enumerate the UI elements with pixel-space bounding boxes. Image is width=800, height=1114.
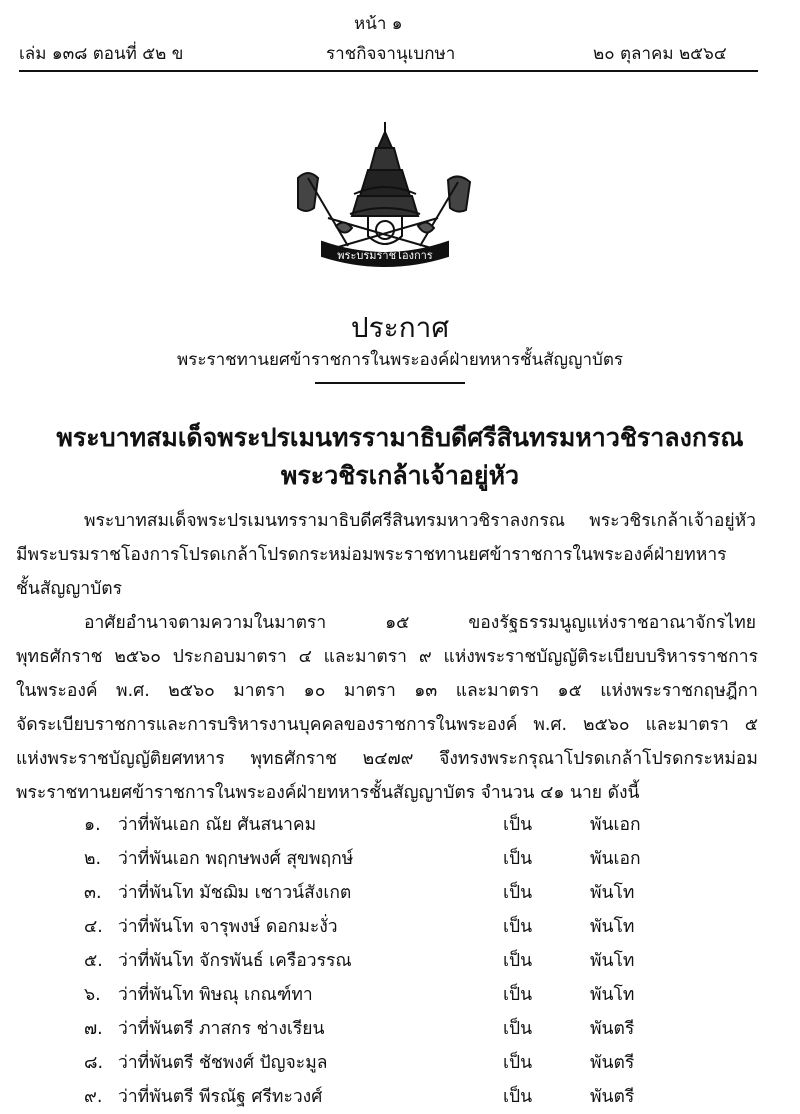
paragraph-1-line-3: ชั้นสัญญาบัตร	[16, 579, 123, 599]
paragraph-1-line-1	[84, 504, 756, 538]
p2-word: พ.ศ.	[533, 715, 568, 735]
p2-word: ในพระองค์	[16, 681, 98, 701]
p2-word: และมาตรา	[645, 715, 729, 735]
item-verb: เป็น	[503, 1053, 533, 1073]
p2-word: ๒๔๗๙	[362, 749, 414, 769]
item-number: ๗.	[84, 1019, 103, 1039]
p2-word: ๔	[298, 647, 312, 667]
list-item	[0, 1080, 800, 1114]
p2-word: ๑๐	[303, 681, 326, 701]
item-number: ๖.	[84, 985, 101, 1005]
item-rank: พันโท	[590, 985, 635, 1005]
list-item	[0, 1046, 800, 1080]
item-verb: เป็น	[503, 1019, 533, 1039]
item-verb: เป็น	[503, 985, 533, 1005]
emblem-banner: พระบรมราชโองการ	[337, 249, 433, 262]
paragraph-2-line-6: พระราชทานยศข้าราชการในพระองค์ฝ่ายทหารชั้นสัญญาบัตร จำนวน ๔๑ นาย ดังนี้	[16, 783, 640, 803]
item-number: ๒.	[84, 849, 102, 869]
royal-emblem-icon	[288, 118, 478, 268]
item-number: ๕.	[84, 951, 103, 971]
p2-word: และมาตรา	[323, 647, 408, 667]
p2-word: ๑๓	[414, 681, 438, 701]
item-number: ๙.	[84, 1087, 103, 1107]
item-rank: พันตรี	[590, 1087, 635, 1107]
p2-word: ประกอบมาตรา	[172, 647, 287, 667]
item-number: ๘.	[84, 1053, 104, 1073]
p2-word: ๒๕๖๐	[582, 715, 630, 735]
item-name: ว่าที่พันเอก ณัย ศันสนาคม	[118, 815, 317, 835]
item-verb: เป็น	[503, 815, 533, 835]
p2-word: ๒๕๖๐	[168, 681, 215, 701]
item-verb: เป็น	[503, 1087, 533, 1107]
p1-phrase: พระบาทสมเด็จพระปรเมนทรรามาธิบดีศรีสินทรมหาวชิราลงกรณ	[84, 511, 566, 531]
item-rank: พันตรี	[590, 1019, 635, 1039]
title-separator	[315, 382, 465, 384]
item-name: ว่าที่พันโท พิษณุ เกณฑ์ทา	[118, 985, 313, 1005]
item-name: ว่าที่พันโท จักรพันธ์ เครือวรรณ	[118, 951, 352, 971]
p2-word: ของรัฐธรรมนูญแห่งราชอาณาจักรไทย	[468, 613, 756, 633]
item-name: ว่าที่พันตรี พีรณัฐ ศรีทะวงศ์	[118, 1087, 323, 1107]
item-name: ว่าที่พันโท จารุพงษ์ ดอกมะงั่ว	[118, 917, 338, 937]
gazette-name: ราชกิจจานุเบกษา	[326, 44, 456, 64]
p2-word: และมาตรา	[455, 681, 540, 701]
item-rank: พันเอก	[590, 815, 641, 835]
item-number: ๔.	[84, 917, 103, 937]
p2-word: จัดระเบียบราชการและการบริหารงานบุคคลของราชการในพระองค์	[16, 715, 518, 735]
announcement-subtitle: พระราชทานยศข้าราชการในพระองค์ฝ่ายทหารชั้นสัญญาบัตร	[176, 350, 623, 370]
p2-word: อาศัยอำนาจตามความในมาตรา	[84, 613, 327, 633]
p2-word: พ.ศ.	[116, 681, 150, 701]
item-rank: พันโท	[590, 883, 635, 903]
item-verb: เป็น	[503, 849, 533, 869]
p2-word: แห่งพระราชบัญญัติยศทหาร	[16, 749, 225, 769]
p2-word: พุทธศักราช	[250, 749, 337, 769]
paragraph-2-line-3	[16, 674, 758, 708]
item-rank: พันเอก	[590, 849, 641, 869]
item-name: ว่าที่พันโท มัชฌิม เชาวน์สังเกต	[118, 883, 352, 903]
p2-word: ๒๕๖๐	[114, 647, 161, 667]
p2-word: ๙	[418, 647, 432, 667]
page-number: หน้า ๑	[354, 14, 403, 34]
p2-word: แห่งพระราชกฤษฎีกา	[600, 681, 758, 701]
paragraph-2-line-1	[84, 606, 756, 640]
item-rank: พันโท	[590, 951, 635, 971]
item-rank: พันตรี	[590, 1053, 635, 1073]
p2-word: พุทธศักราช	[16, 647, 103, 667]
item-verb: เป็น	[503, 883, 533, 903]
king-title-line1: พระบาทสมเด็จพระปรเมนทรรามาธิบดีศรีสินทรมหาวชิราลงกรณ	[56, 423, 744, 452]
header-rule	[19, 70, 758, 72]
announcement-title: ประกาศ	[350, 311, 450, 344]
paragraph-2-line-2	[16, 640, 758, 674]
paragraph-1-line-2: มีพระบรมราชโองการโปรดเกล้าโปรดกระหม่อมพระราชทานยศข้าราชการในพระองค์ฝ่ายทหาร	[16, 545, 727, 565]
item-name: ว่าที่พันตรี ชัชพงศ์ ปัญจะมูล	[118, 1053, 328, 1073]
p2-word: ๕	[744, 715, 758, 735]
list-item	[0, 978, 800, 1012]
item-number: ๓.	[84, 883, 102, 903]
p2-word: มาตรา	[343, 681, 396, 701]
paragraph-2-line-5	[16, 742, 758, 776]
p2-word: ๑๕	[385, 613, 410, 633]
list-item	[0, 1012, 800, 1046]
paragraph-2-line-4	[16, 708, 758, 742]
list-item	[0, 944, 800, 978]
issue-date: ๒๐ ตุลาคม ๒๕๖๔	[593, 44, 727, 64]
list-item	[0, 876, 800, 910]
p2-word: ๑๕	[557, 681, 582, 701]
item-verb: เป็น	[503, 917, 533, 937]
list-item	[0, 842, 800, 876]
volume-issue: เล่ม ๑๓๘ ตอนที่ ๕๒ ข	[19, 44, 184, 64]
item-name: ว่าที่พันเอก พฤกษพงศ์ สุขพฤกษ์	[118, 849, 354, 869]
item-verb: เป็น	[503, 951, 533, 971]
p2-word: มาตรา	[233, 681, 286, 701]
list-item	[0, 808, 800, 842]
list-item	[0, 910, 800, 944]
p2-word: จึงทรงพระกรุณาโปรดเกล้าโปรดกระหม่อม	[439, 749, 758, 769]
item-rank: พันโท	[590, 917, 635, 937]
item-number: ๑.	[84, 815, 101, 835]
item-name: ว่าที่พันตรี ภาสกร ช่างเรียน	[118, 1019, 325, 1039]
p1-phrase: พระวชิรเกล้าเจ้าอยู่หัว	[589, 511, 756, 531]
p2-word: แห่งพระราชบัญญัติระเบียบบริหารราชการ	[443, 647, 758, 667]
king-title-line2: พระวชิรเกล้าเจ้าอยู่หัว	[280, 461, 520, 490]
